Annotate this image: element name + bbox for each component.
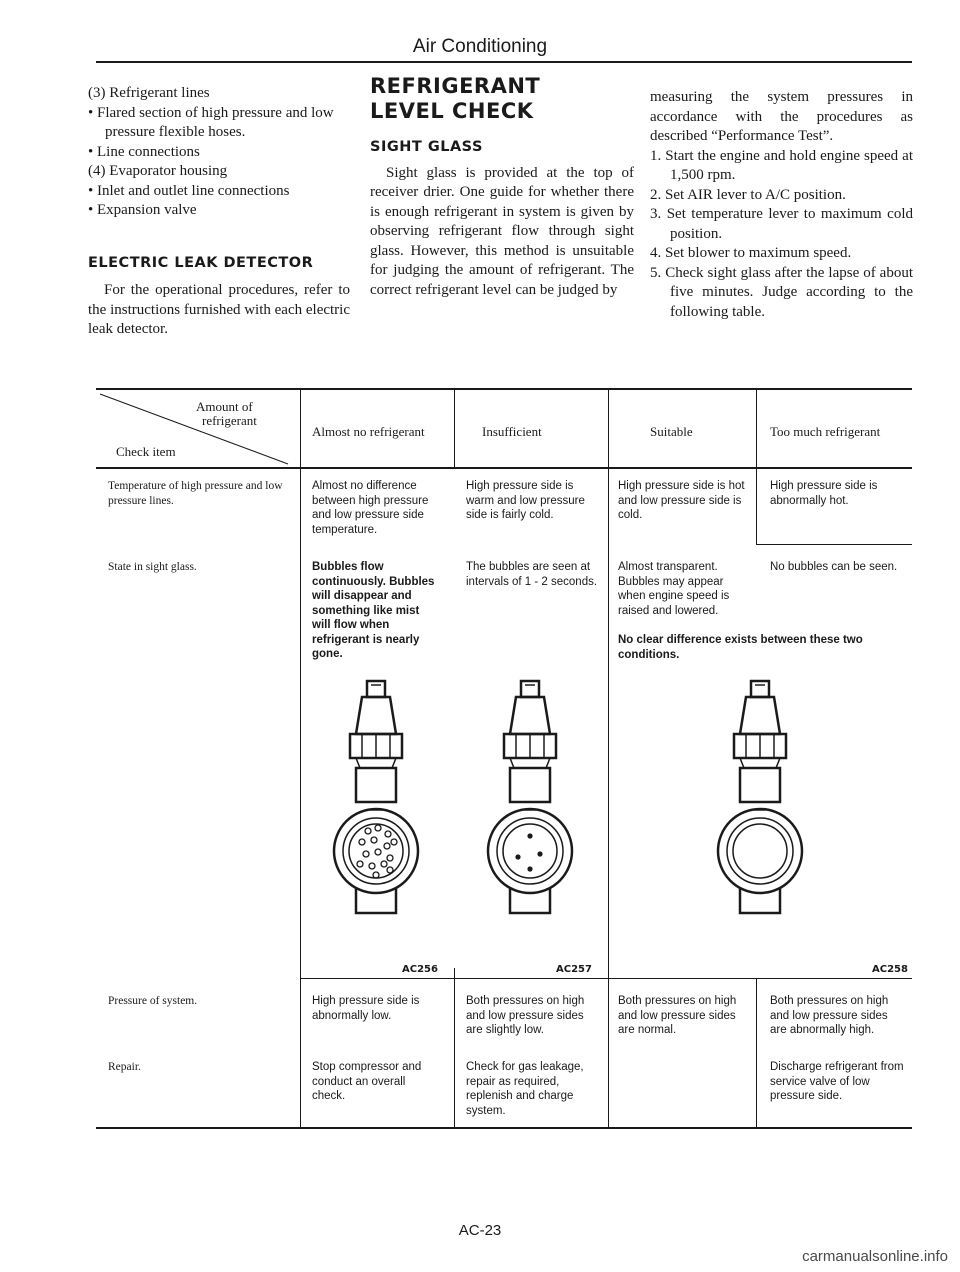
pressure-too-much: Both pressures on high and low pressure sides are abnormally high. bbox=[770, 995, 889, 1036]
figure-code-ac256: AC256 bbox=[402, 964, 438, 975]
evaporator-housing-heading: (4) Evaporator housing bbox=[88, 163, 228, 179]
corner-amount-label: Amount of bbox=[196, 399, 253, 414]
row-label-pressure: Pressure of system. bbox=[108, 995, 198, 1007]
row-label-temperature: Temperature of high pressure and low pressure lines. bbox=[108, 480, 283, 507]
temp-almost-none: Almost no difference between high pressure and low pressure side temperature. bbox=[312, 480, 429, 536]
sight-glass-subtitle: SIGHT GLASS bbox=[370, 139, 483, 155]
corner-refrigerant-label: refrigerant bbox=[202, 413, 257, 428]
temp-insufficient: High pressure side is warm and low pressure side is fairly cold. bbox=[466, 480, 585, 521]
sight-glass-body: Sight glass is provided at the top of receiver drier. One guide for whether there is enough refrigerant in system is given by observing refrigerant flow through sight glass. However, this method is unsuitable for judging the amount of refrigerant. The correct refrigerant level can be judged by bbox=[370, 164, 634, 298]
step-3: 3. Set temperature lever to maximum cold position. bbox=[650, 206, 913, 242]
bullet-expansion-valve: • Expansion valve bbox=[88, 202, 197, 218]
row-label-sight-glass: State in sight glass. bbox=[108, 561, 197, 573]
refrigerant-lines-heading: (3) Refrigerant lines bbox=[88, 85, 210, 101]
col-divider-2b bbox=[454, 968, 455, 1128]
header-rule bbox=[96, 61, 912, 63]
sight-glass-bubbles-illustration bbox=[332, 676, 422, 946]
figure-code-ac257: AC257 bbox=[556, 964, 592, 975]
repair-insufficient: Check for gas leakage, repair as required, replenish and charge system. bbox=[466, 1061, 584, 1117]
figure-code-ac258: AC258 bbox=[872, 964, 908, 975]
bullet-inlet-outlet: • Inlet and outlet line connections bbox=[88, 182, 290, 199]
col-divider-2 bbox=[454, 389, 455, 467]
col-divider-3 bbox=[608, 389, 609, 1128]
left-column bbox=[88, 84, 350, 340]
col-header-insufficient: Insufficient bbox=[482, 424, 542, 439]
middle-column bbox=[370, 74, 634, 300]
watermark: carmanualsonline.info bbox=[802, 1248, 948, 1265]
col-divider-4 bbox=[756, 389, 757, 545]
image-row-rule bbox=[300, 978, 912, 979]
temp-too-much: High pressure side is abnormally hot. bbox=[770, 480, 878, 507]
col-header-almost-none: Almost no refrigerant bbox=[312, 424, 425, 439]
row-label-repair: Repair. bbox=[108, 1061, 141, 1073]
section-title-line2: LEVEL CHECK bbox=[370, 99, 534, 123]
bullet-flared-section: • Flared section of high pressure and low pressure flexible hoses. bbox=[88, 104, 334, 140]
pressure-suitable: Both pressures on high and low pressure sides are normal. bbox=[618, 995, 737, 1036]
temp-suitable: High pressure side is hot and low pressure side is cold. bbox=[618, 480, 745, 521]
col-header-too-much: Too much refrigerant bbox=[770, 424, 881, 439]
right-column bbox=[650, 88, 913, 322]
sight-insufficient: The bubbles are seen at intervals of 1 - 2 seconds. bbox=[466, 561, 598, 588]
table-bottom-rule bbox=[96, 1127, 912, 1129]
sight-too-much: No bubbles can be seen. bbox=[770, 561, 898, 573]
col-divider-4b bbox=[756, 978, 757, 1128]
bullet-line-connections: • Line connections bbox=[88, 143, 200, 160]
table-header-rule bbox=[96, 467, 912, 469]
pressure-insufficient: Both pressures on high and low pressure sides are slightly low. bbox=[466, 995, 585, 1036]
corner-check-item-label: Check item bbox=[116, 444, 176, 459]
table-top-rule bbox=[96, 388, 912, 390]
step-4: 4. Set blower to maximum speed. bbox=[650, 245, 852, 261]
electric-leak-detector-body: For the operational procedures, refer to the instructions furnished with each electric leak detector. bbox=[88, 282, 350, 337]
step-5: 5. Check sight glass after the lapse of about five minutes. Judge according to the following table. bbox=[650, 264, 913, 320]
sight-shared-note: No clear difference exists between these two conditions. bbox=[618, 634, 863, 661]
performance-intro: measuring the system pressures in accordance with the procedures as described “Performance Test”. bbox=[650, 89, 913, 144]
repair-almost-none: Stop compressor and conduct an overall check. bbox=[312, 1061, 422, 1102]
repair-too-much: Discharge refrigerant from service valve of low pressure side. bbox=[770, 1061, 904, 1102]
suitable-temp-rule bbox=[756, 544, 912, 545]
section-title-line1: REFRIGERANT bbox=[370, 74, 541, 98]
sight-glass-clear-illustration bbox=[716, 676, 806, 946]
sight-suitable: Almost transparent. Bubbles may appear when engine speed is raised and lowered. bbox=[618, 561, 730, 617]
sight-glass-interval-illustration bbox=[486, 676, 576, 946]
step-1: 1. Start the engine and hold engine speed at 1,500 rpm. bbox=[650, 147, 913, 183]
page-header: Air Conditioning bbox=[412, 36, 548, 57]
page-number: AC-23 bbox=[458, 1222, 502, 1239]
step-2: 2. Set AIR lever to A/C position. bbox=[650, 186, 846, 203]
sight-almost-none: Bubbles flow continuously. Bubbles will disappear and something like mist will flow when refrigerant is nearly gone. bbox=[312, 561, 435, 660]
electric-leak-detector-title: ELECTRIC LEAK DETECTOR bbox=[88, 254, 314, 271]
col-divider-1 bbox=[300, 389, 301, 1128]
col-header-suitable: Suitable bbox=[650, 424, 693, 439]
pressure-almost-none: High pressure side is abnormally low. bbox=[312, 995, 420, 1022]
